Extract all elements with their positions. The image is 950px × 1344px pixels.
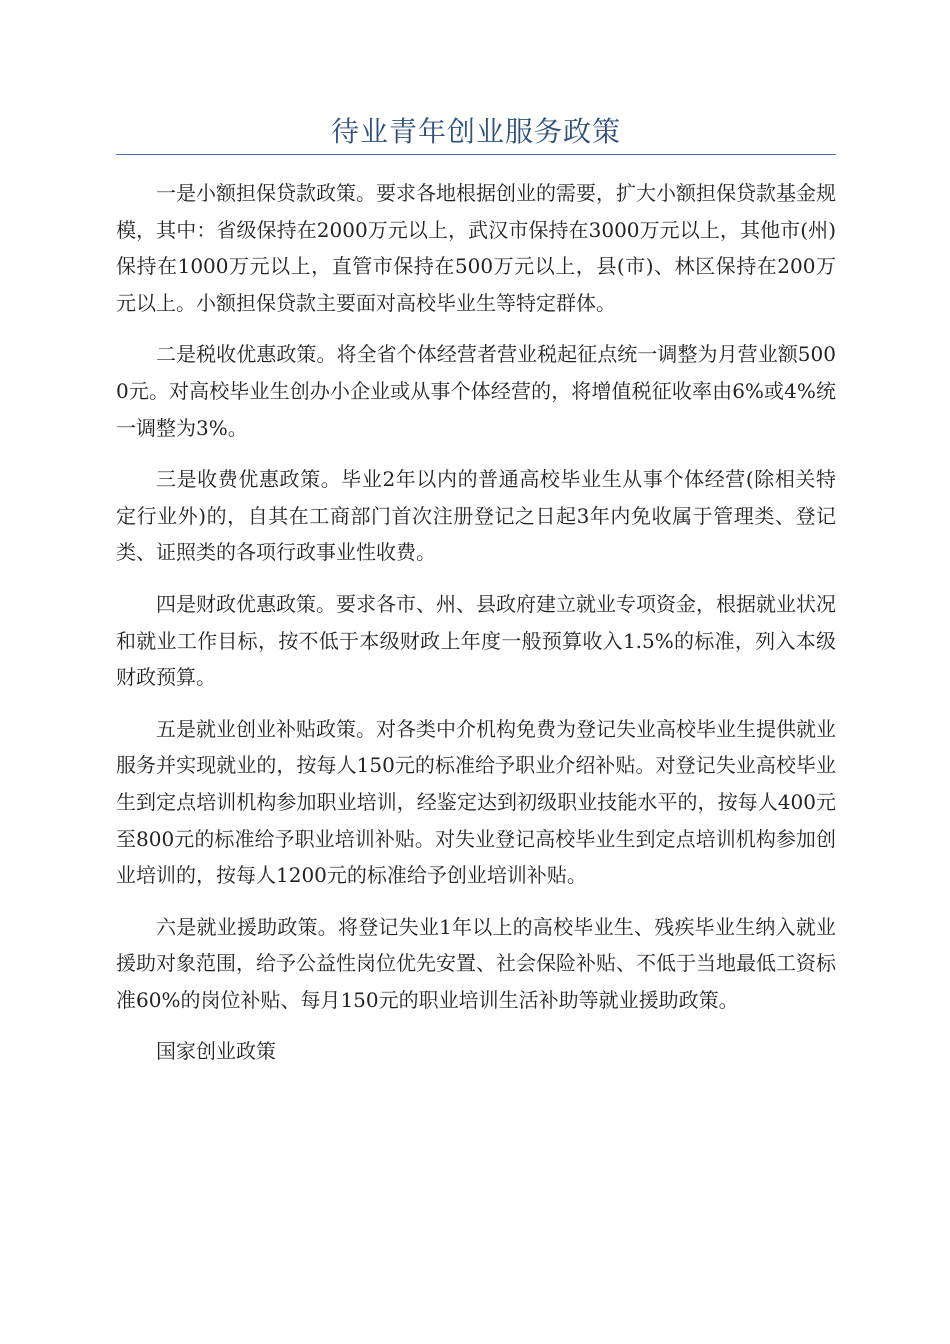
document-page — [116, 112, 836, 1085]
paragraph-finance-policy: 四是财政优惠政策。要求各市、州、县政府建立就业专项资金，根据就业状况和就业工作目标，按不低于本级财政上年度一般预算收入1.5%的标准，列入本级财政预算。 — [116, 591, 836, 690]
paragraph-tax-policy: 二是税收优惠政策。将全省个体经营者营业税起征点统一调整为月营业额5000元。对高校毕业生创办小企业或从事个体经营的，将增值税征收率由6%或4%统一调整为3%。 — [116, 342, 836, 440]
title-underline — [116, 154, 836, 155]
document-title: 待业青年创业服务政策 — [330, 115, 621, 148]
paragraph-subsidy-policy: 五是就业创业补贴政策。对各类中介机构免费为登记失业高校毕业生提供就业服务并实现就业的，按每人150元的标准给予职业介绍补贴。对登记失业高校毕业生到定点培训机构参加职业培训，经鉴定达到初级职业技能水平的，按每人400元至800元的标准给予职业培训补贴。对失业登记高校毕业生到定点培训机构参加创业培训的，按每人1200元的标准给予创业培训补贴。 — [116, 716, 836, 888]
paragraph-assistance-policy: 六是就业援助政策。将登记失业1年以上的高校毕业生、残疾毕业生纳入就业援助对象范围，给予公益性岗位优先安置、社会保险补贴、不低于当地最低工资标准60%的岗位补贴、每月150元的职业培训生活补助等就业援助政策。 — [116, 914, 836, 1012]
paragraph-national-heading: 国家创业政策 — [156, 1039, 276, 1064]
paragraph-loan-policy: 一是小额担保贷款政策。要求各地根据创业的需要，扩大小额担保贷款基金规模，其中：省级保持在2000万元以上，武汉市保持在3000万元以上，其他市(州)保持在1000万元以上，直管市保持在500万元以上，县(市)、林区保持在200万元以上。小额担保贷款主要面对高校毕业生等特定群体。 — [116, 181, 836, 315]
paragraph-fee-policy: 三是收费优惠政策。毕业2年以内的普通高校毕业生从事个体经营(除相关特定行业外)的，自其在工商部门首次注册登记之日起3年内免收属于管理类、登记类、证照类的各项行政事业性收费。 — [116, 467, 836, 565]
